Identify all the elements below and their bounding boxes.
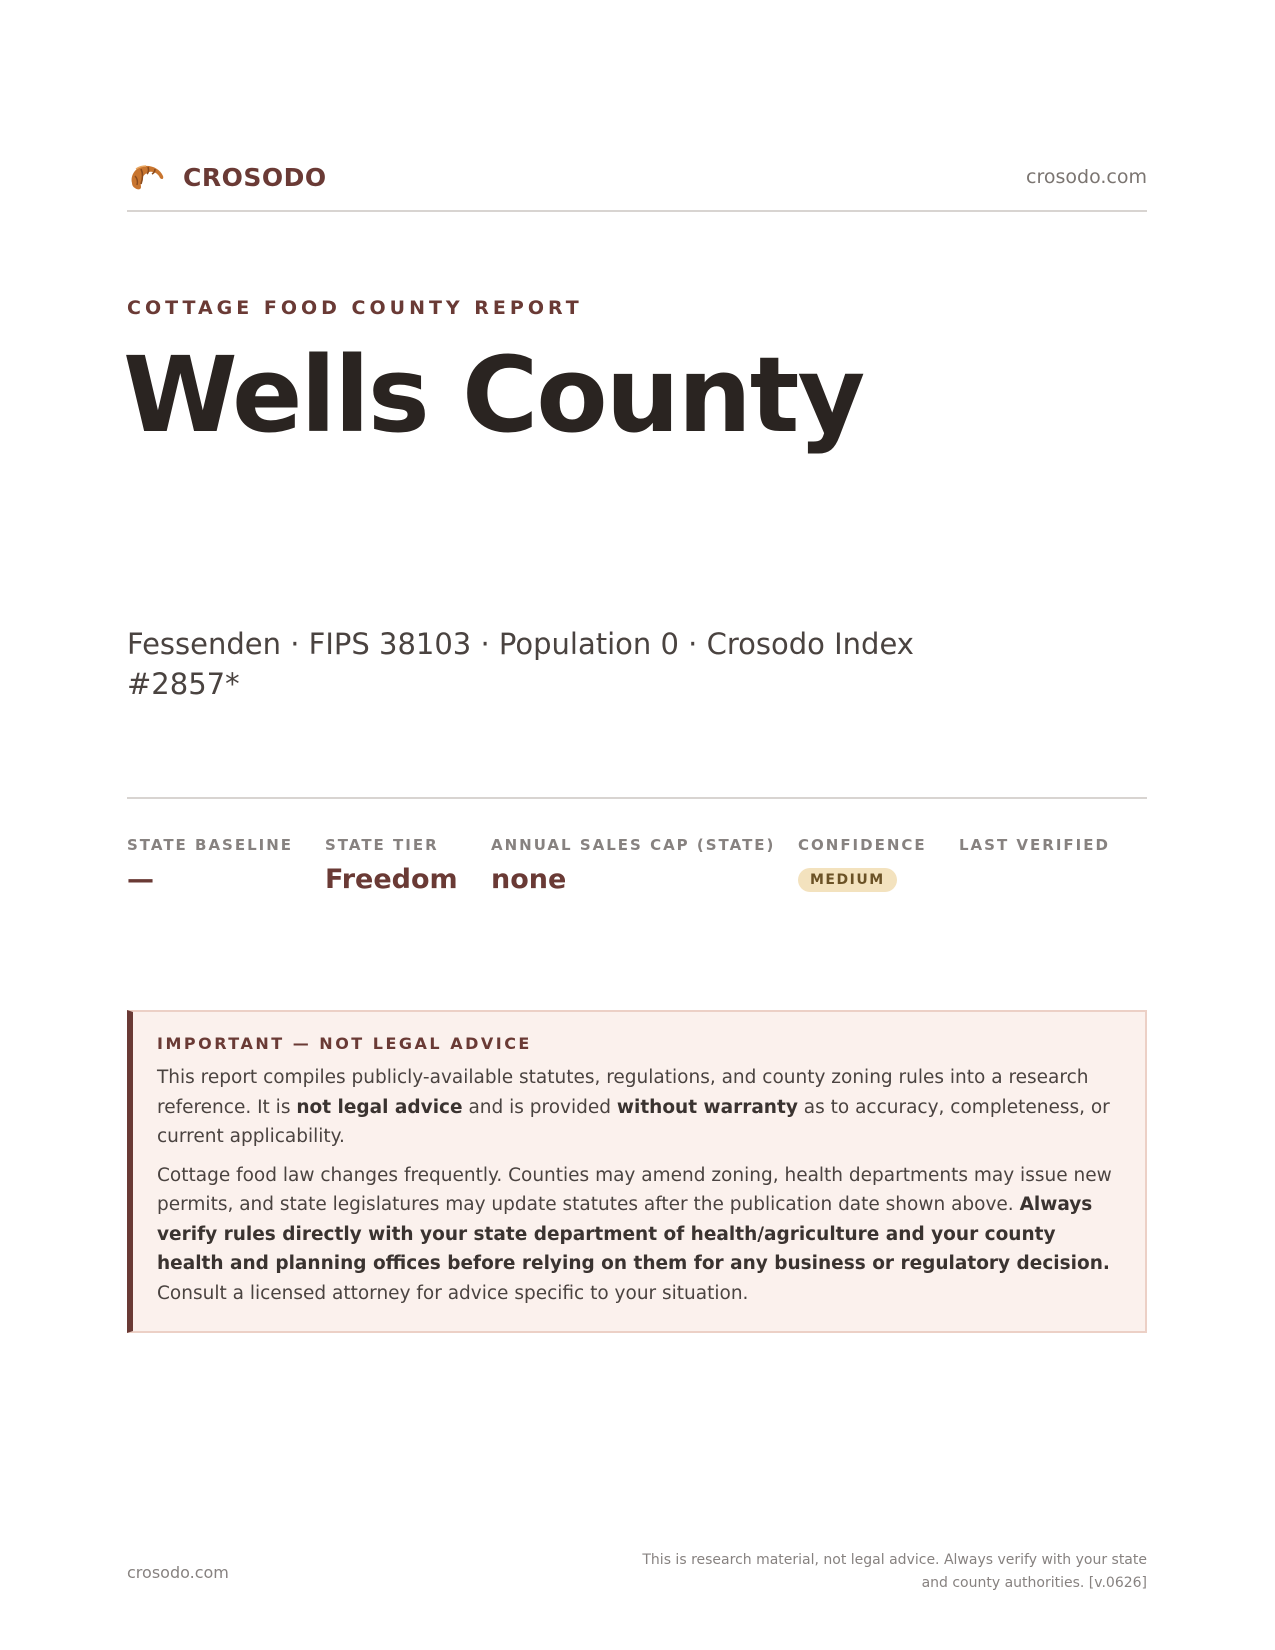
report-subtitle: Fessenden · FIPS 38103 · Population 0 · Crosodo Index #2857* (127, 627, 914, 701)
notice-text: Cottage food law changes frequently. Counties may amend zoning, health departments may issue new permits, and state legislatures may update statutes after the publication date shown above. (157, 1164, 1112, 1215)
croissant-icon (127, 157, 167, 197)
brand (127, 157, 327, 197)
notice-heading: IMPORTANT — NOT LEGAL ADVICE (157, 1034, 532, 1053)
stat-annual-sales-cap (491, 836, 775, 895)
report-eyebrow: COTTAGE FOOD COUNTY REPORT (127, 297, 583, 319)
stat-label: STATE BASELINE (127, 836, 294, 854)
notice-emphasis: Always verify rules directly with your state department of health/agriculture and your county health and planning offices before relying on them for any business or regulatory decision. (157, 1194, 1110, 1274)
stat-label: STATE TIER (325, 836, 439, 854)
page-header (127, 152, 1147, 212)
notice-paragraph (157, 1063, 1121, 1152)
notice-paragraph (157, 1161, 1121, 1309)
notice-text: and is provided (462, 1096, 617, 1118)
stat-value: none (491, 864, 567, 895)
notice-emphasis: not legal advice (296, 1096, 463, 1118)
notice-text: Consult a licensed attorney for advice specific to your situation. (157, 1282, 749, 1304)
stat-last-verified (959, 836, 1110, 864)
stat-label: CONFIDENCE (798, 836, 927, 854)
notice-text: This report compiles publicly-available statutes, regulations, and county zoning rules into a research reference. It is (157, 1067, 1089, 1118)
stat-value: Freedom (325, 864, 458, 895)
stat-label: ANNUAL SALES CAP (STATE) (491, 836, 776, 854)
footer-disclaimer: This is research material, not legal advice. Always verify with your state and county authorities. [v.0626] (642, 1552, 1147, 1591)
report-page (123, 0, 1147, 1650)
footer-url[interactable]: crosodo.com (127, 1563, 229, 1582)
notice-emphasis: without warranty (616, 1096, 798, 1118)
brand-name: CROSODO (183, 162, 327, 192)
stat-confidence (798, 836, 927, 892)
page-title: Wells County (123, 334, 864, 456)
stats-row (127, 797, 1147, 895)
stat-state-tier (325, 836, 458, 895)
stat-value: — (127, 864, 154, 895)
stat-label: LAST VERIFIED (959, 836, 1110, 854)
header-url[interactable]: crosodo.com (1026, 166, 1147, 188)
legal-notice (127, 1010, 1147, 1333)
notice-text: as to accuracy, completeness, or current applicability. (157, 1096, 1110, 1147)
confidence-badge: MEDIUM (798, 868, 897, 892)
stat-state-baseline (127, 836, 293, 895)
